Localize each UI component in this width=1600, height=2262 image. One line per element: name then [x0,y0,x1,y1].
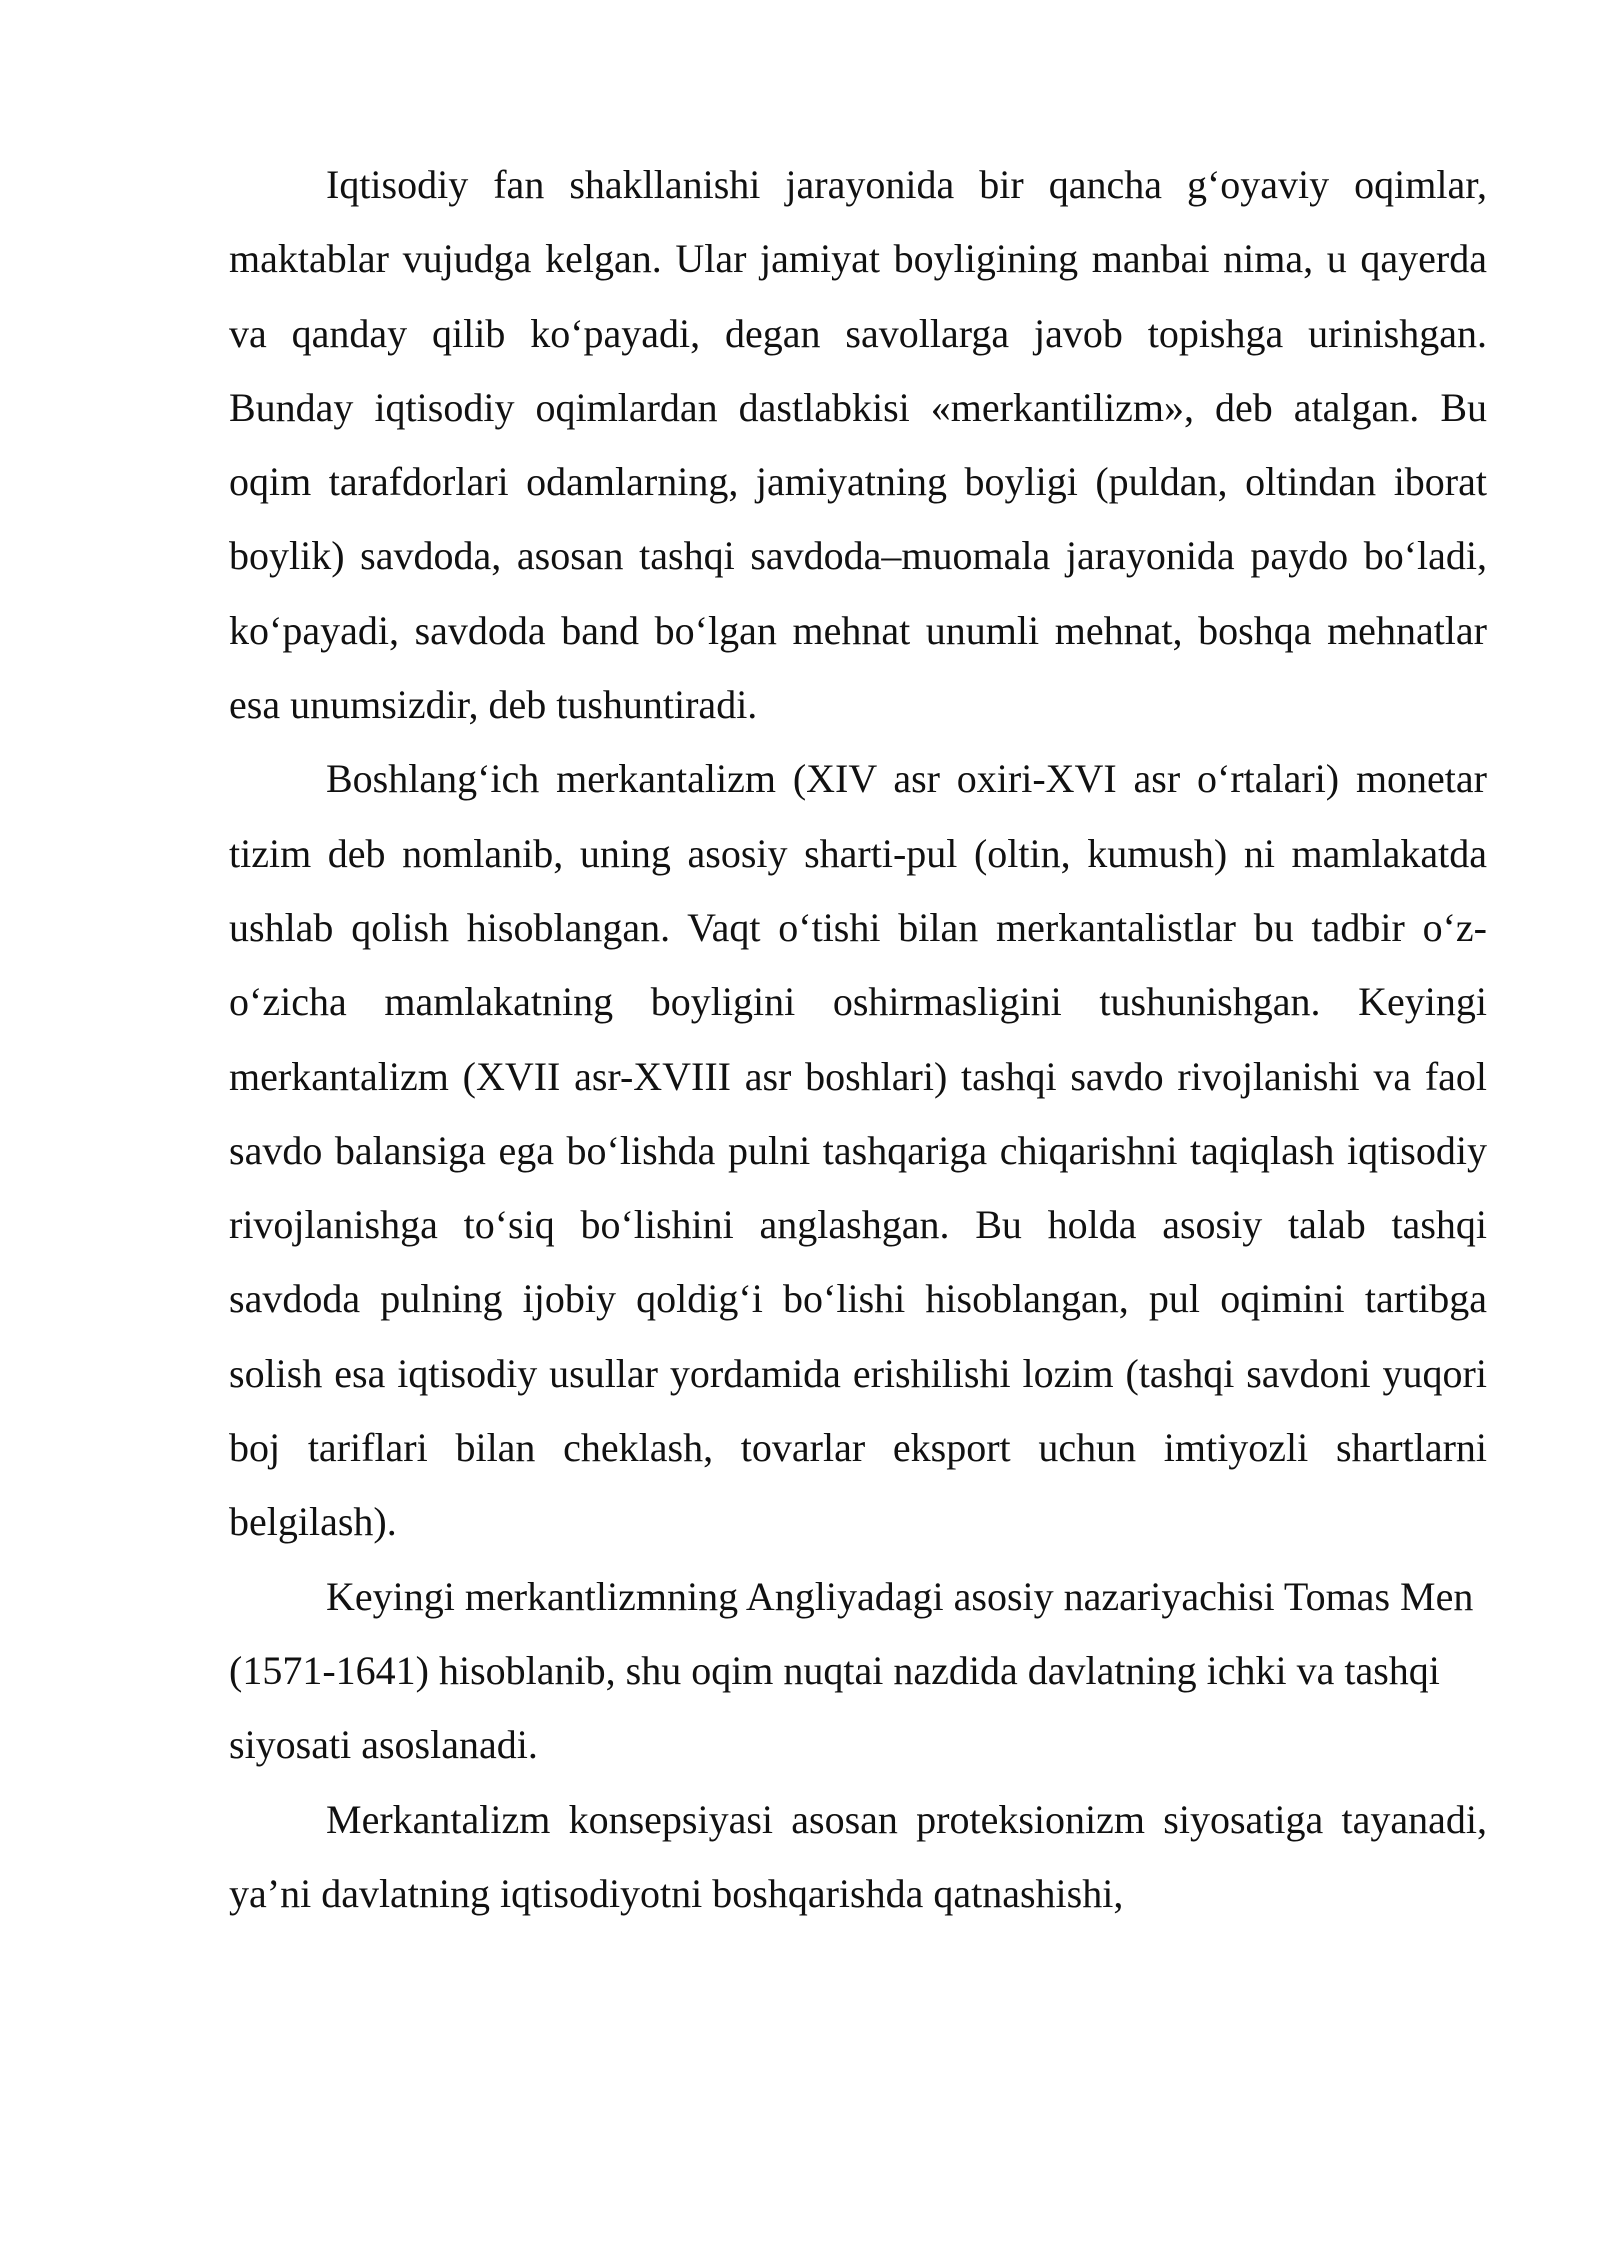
paragraph-merkantilizm-intro: Iqtisodiy fan shakllanishi jarayonida bir qancha g‘oyaviy oqimlar, maktablar vujudga kelgan. Ular jamiyat boyligining manbai nima, u qayerda va qanday qilib ko‘payadi, degan savollarga javob topishga urinishgan. Bunday iqtisodiy oqimlardan dastlabkisi «merkantilizm», deb atalgan. Bu oqim tarafdorlari odamlarning, jamiyatning boyligi (puldan, oltindan iborat boylik) savdoda, asosan tashqi savdoda–muomala jarayonida paydo bo‘ladi, ko‘payadi, savdoda band bo‘lgan mehnat unumli mehnat, boshqa mehnatlar esa unumsizdir, deb tushuntiradi. [229,162,1487,728]
paragraph-early-merkantalizm: Boshlang‘ich merkantalizm (XIV asr oxiri-XVI asr o‘rtalari) monetar tizim deb nomlanib, uning asosiy sharti-pul (oltin, kumush) ni mamlakatda ushlab qolish hisoblangan. Vaqt o‘tishi bilan merkantalistlar bu tadbir o‘z-o‘zicha mamlakatning boyligini oshirmasligini tushunishgan. Keyingi merkantalizm (XVII asr-XVIII asr boshlari) tashqi savdo rivojlanishi va faol savdo balansiga ega bo‘lishda pulni tashqariga chiqarishni taqiqlash iqtisodiy rivojlanishga to‘siq bo‘lishini anglashgan. Bu holda asosiy talab tashqi savdoda pulning ijobiy qoldig‘i bo‘lishi hisoblangan, pul oqimini tartibga solish esa iqtisodiy usullar yordamida erishilishi lozim (tashqi savdoni yuqori boj tariflari bilan cheklash, tovarlar eksport uchun imtiyozli shartlarni belgilash). [229,756,1487,1545]
paragraph-proteksionizm: Merkantalizm konsepsiyasi asosan proteksionizm siyosatiga tayanadi, ya’ni davlatning iqtisodiyotni boshqarishda qatnashishi, [229,1796,1487,1916]
paragraph-tomas-men: Keyingi merkantlizmning Angliyadagi asosiy nazariyachisi Tomas Men (1571-1641) hisoblanib, shu oqim nuqtai nazdida davlatning ichki va tashqi siyosati asoslanadi. [229,1573,1474,1768]
body-text [229,148,1487,1931]
